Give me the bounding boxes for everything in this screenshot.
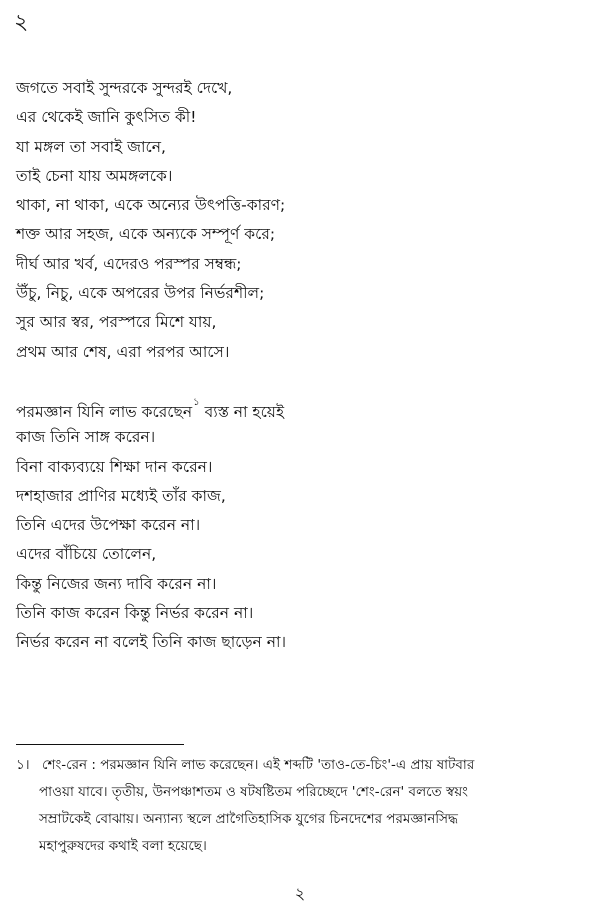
verse-line: দশহাজার প্রাণির মধ্যেই তাঁর কাজ, — [16, 486, 226, 505]
verse-line: নির্ভর করেন না বলেই তিনি কাজ ছাড়েন না। — [16, 633, 286, 652]
verse-line: শক্ত আর সহজ, একে অন্যকে সম্পূর্ণ করে; — [16, 225, 276, 244]
verse-text: ব্যস্ত না হয়েই — [199, 403, 285, 422]
footnote-line: মহাপুরুষদের কথাই বলা হয়েছে। — [39, 838, 207, 854]
verse-line: কিন্তু নিজের জন্য দাবি করেন না। — [16, 574, 217, 593]
footnote-divider — [16, 744, 184, 745]
verse-line: বিনা বাক্যব্যয়ে শিক্ষা দান করেন। — [16, 457, 213, 476]
footnote-line — [16, 752, 582, 779]
verse-text: পরমজ্ঞান যিনি লাভ করেছেন — [16, 403, 193, 422]
footnote — [16, 752, 582, 860]
verse-line-with-footnote — [16, 394, 576, 423]
chapter-number: ২ — [14, 10, 29, 35]
footnote-marker: ১। — [16, 757, 30, 773]
footnote-text: শেং-রেন : পরমজ্ঞান যিনি লাভ করেছেন। এই শব্দটি 'তাও-তে-চিং'-এ প্রায় ষাটবার — [42, 757, 475, 773]
verse-line: এদের বাঁচিয়ে তোলেন, — [16, 545, 157, 564]
footnote-reference[interactable]: ১ — [193, 397, 200, 408]
verse-line: প্রথম আর শেষ, এরা পরপর আসে। — [16, 342, 230, 361]
verse-line: উঁচু, নিচু, একে অপরের উপর নির্ভরশীল; — [16, 284, 265, 303]
verse-line: যা মঙ্গল তা সবাই জানে, — [16, 137, 166, 156]
verse-line: তিনি কাজ করেন কিন্তু নির্ভর করেন না। — [16, 604, 254, 623]
verse-line: এর থেকেই জানি কুৎসিত কী! — [16, 108, 197, 127]
stanza-two — [16, 394, 576, 658]
page-number: ২ — [294, 884, 306, 903]
verse-line: জগতে সবাই সুন্দরকে সুন্দরই দেখে, — [16, 79, 233, 97]
verse-line: থাকা, না থাকা, একে অন্যের উৎপত্তি-কারণ; — [16, 196, 286, 215]
verse-line: কাজ তিনি সাঙ্গ করেন। — [16, 428, 156, 447]
footnote-line: সম্রাটকেই বোঝায়। অন্যান্য স্থলে প্রাগৈতিহাসিক যুগের চিনদেশের পরমজ্ঞানসিদ্ধ — [39, 811, 458, 827]
verse-line: তিনি এদের উপেক্ষা করেন না। — [16, 516, 201, 535]
footnote-line: পাওয়া যাবে। তৃতীয়, উনপঞ্চাশতম ও ষটষষ্টিতম পরিচ্ছেদে 'শেং-রেন' বলতে স্বয়ং — [39, 784, 468, 800]
verse-line: দীর্ঘ আর খর্ব, এদেরও পরস্পর সম্বন্ধ; — [16, 254, 242, 273]
stanza-one — [16, 74, 576, 367]
verse-line: তাই চেনা যায় অমঙ্গলকে। — [16, 166, 173, 185]
verse-line: সুর আর স্বর, পরস্পরে মিশে যায়, — [16, 313, 217, 332]
